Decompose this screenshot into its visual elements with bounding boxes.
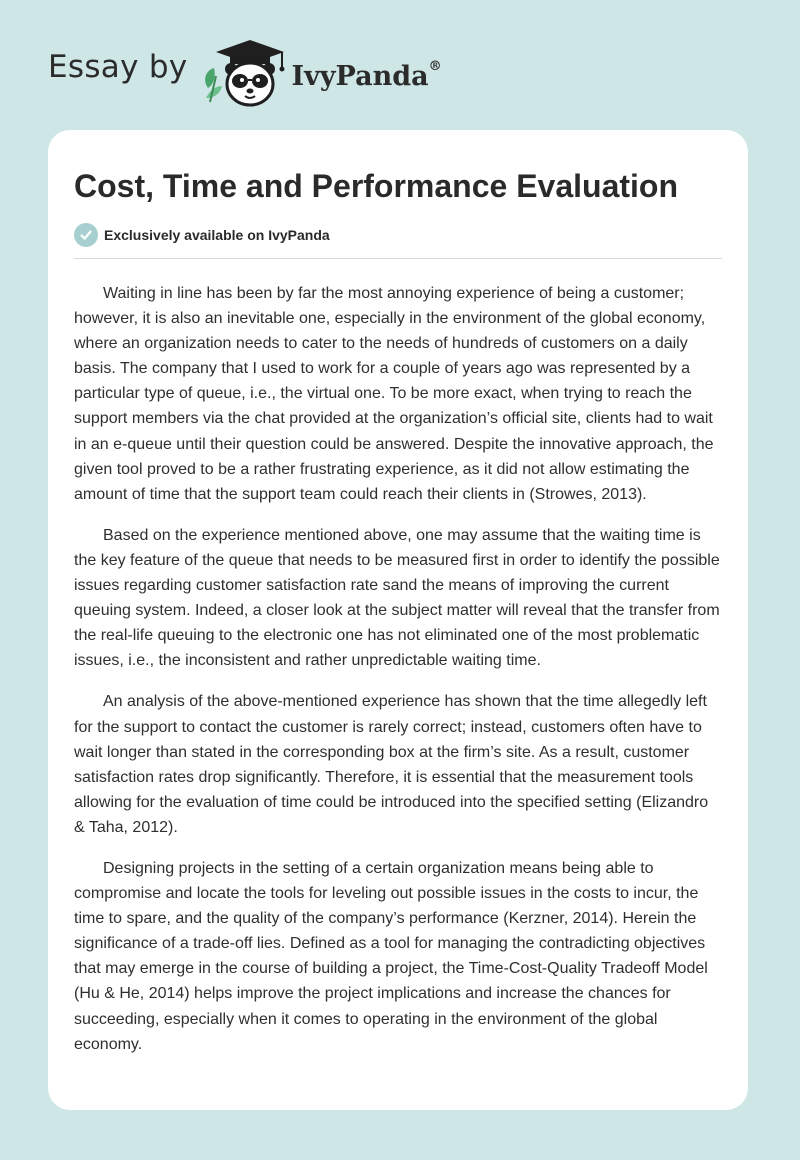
brand-prefix: Essay by xyxy=(48,49,188,85)
essay-body xyxy=(74,281,722,1057)
checkmark-icon xyxy=(74,223,98,247)
page-title: Cost, Time and Performance Evaluation xyxy=(74,168,679,204)
paragraph: An analysis of the above-mentioned experience has shown that the time allegedly left for the support to contact the customer is rarely correct; instead, customers often have to wait longer than stated in the corresponding box at the firm’s site. As a result, customer satisfaction rates drop significantly. Therefore, it is essential that the measurement tools allowing for the evaluation of time could be introduced into the specified setting (Elizandro & Taha, 2012). xyxy=(74,693,709,836)
panda-logo-icon[interactable] xyxy=(200,36,292,108)
essay-card xyxy=(48,130,748,1110)
exclusive-badge xyxy=(74,222,722,248)
paragraph: Waiting in line has been by far the most annoying experience of being a customer; however, it is also an inevitable one, especially in the environment of the global economy, where an organization needs to cater to the needs of hundreds of customers on a daily basis. The company that I used to work for a couple of years ago was represented by a particular type of queue, i.e., the virtual one. To be more exact, when trying to reach the support members via the chat provided at the organization’s official site, clients had to wait in an e-queue until their question could be answered. Despite the innovative approach, the given tool proved to be a rather frustrating experience, as it did not allow estimating the amount of time that the support team could reach their clients in (Strowes, 2013). xyxy=(74,285,714,503)
paragraph: Designing projects in the setting of a certain organization means being able to compromise and locate the tools for leveling out possible issues in the costs to incur, the time to spare, and the quality of the company’s performance (Kerzner, 2014). Herein the significance of a trade-off lies. Defined as a tool for managing the contradicting objectives that may emerge in the course of building a project, the Time-Cost-Quality Tradeoff Model (Hu & He, 2014) helps improve the project implications and increase the chances for succeeding, especially when it comes to operating in the environment of the global economy. xyxy=(74,859,708,1053)
divider xyxy=(74,258,722,259)
paragraph: Based on the experience mentioned above, one may assume that the waiting time is the key feature of the queue that needs to be measured first in order to identify the possible issues regarding customer satisfaction rate sand the means of improving the current queuing system. Indeed, a closer look at the subject matter will reveal that the transfer from the real-life queuing to the electronic one has not eliminated one of the most problematic issues, i.e., the inconsistent and rather unpredictable waiting time. xyxy=(74,526,720,670)
badge-text: Exclusively available on IvyPanda xyxy=(104,227,330,243)
brand-header xyxy=(48,36,442,108)
registered-mark: ® xyxy=(428,58,442,74)
brand-name[interactable]: IvyPanda® xyxy=(291,58,442,92)
